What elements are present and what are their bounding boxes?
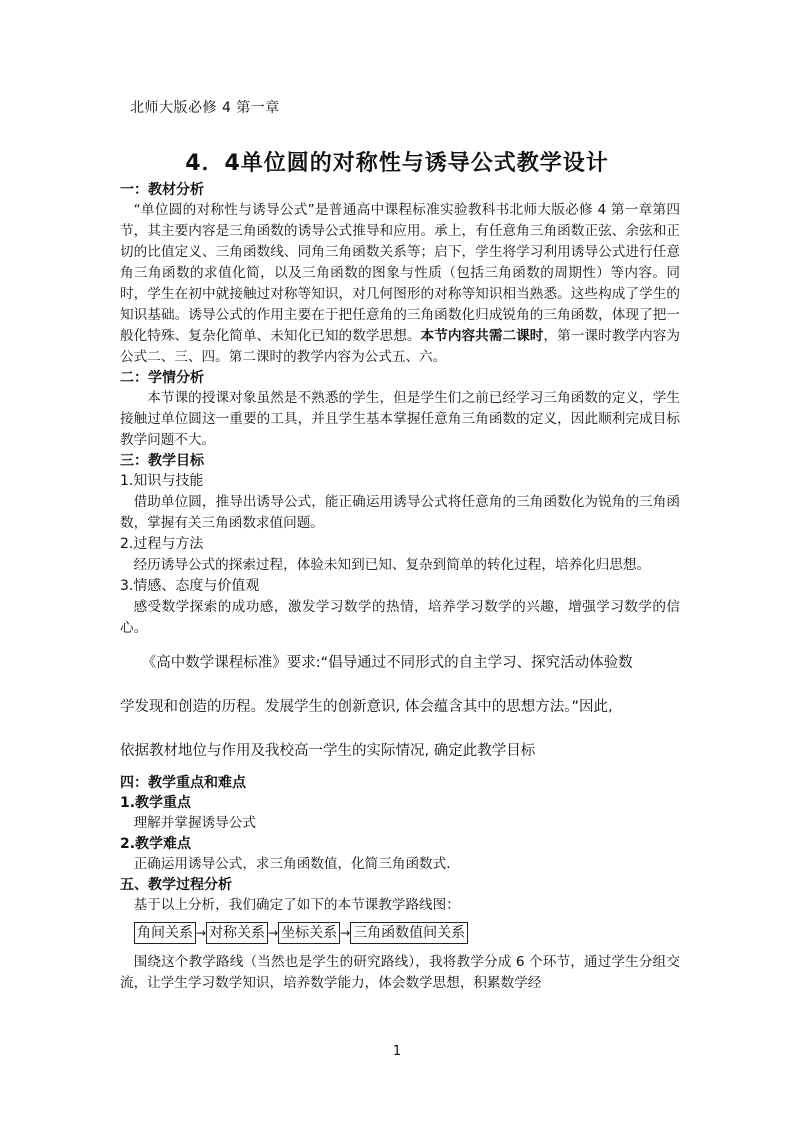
document-body bbox=[120, 180, 680, 994]
roadmap-step-4: 三角函数值间关系 bbox=[350, 922, 468, 944]
section-5-paragraph-2: 围绕这个教学路线（当然也是学生的研究路线），我将教学分成 6 个环节，通过学生分组交流，让学生学习数学知识，培养数学能力，体会数学思想，积累数学经 bbox=[120, 954, 680, 991]
curriculum-quote-line-2: 学发现和创造的历程。发展学生的创新意识, 体会蕴含其中的思想方法。”因此, bbox=[120, 699, 613, 715]
document-title: 4．4单位圆的对称性与诱导公式教学设计 bbox=[185, 151, 609, 176]
roadmap-step-2: 对称关系 bbox=[206, 922, 268, 944]
section-3-heading: 三：教学目标 bbox=[120, 453, 204, 469]
roadmap-step-1: 角间关系 bbox=[134, 922, 196, 944]
running-header: 北师大版必修 4 第一章 bbox=[130, 100, 280, 116]
curriculum-quote-line-1: 《高中数学课程标准》要求:“倡导通过不同形式的自主学习、探究活动体验数 bbox=[141, 655, 633, 671]
section-1-text: “单位圆的对称性与诱导公式”是普通高中课程标准实验教科书北师大版必修 4 第一章第四节，其主要内容是三角函数的诱导公式推导和应用。承上，有任意角三角函数正弦、余弦和正切的比值定义、三角函数线、同角三角函数关系等；启下，学生将学习利用诱导公式进行任意角三角函数的求值化简，以及三角函数的图象与性质（包括三角函数的周期性）等内容。同时，学生在初中就接触过对称等知识，对几何图形的对称等知识相当熟悉。这些构成了学生的知识基础。诱导公式的作用主要在于把任意角的三角函数化归成锐角的三角函数，体现了把一般化特殊、复杂化简单、未知化已知的数学思想。 bbox=[120, 202, 680, 344]
section-3-sub-2: 2.过程与方法 bbox=[120, 536, 204, 552]
roadmap-step-3: 坐标关系 bbox=[278, 922, 340, 944]
section-1-paragraph bbox=[120, 200, 680, 368]
section-2-paragraph: 本节课的授课对象虽然是不熟悉的学生，但是学生们之前已经学习三角函数的定义，学生接触过单位圆这一重要的工具，并且学生基本掌握任意角三角函数的定义，因此顺利完成目标教学问题不大。 bbox=[120, 390, 680, 448]
section-3-sub-1: 1.知识与技能 bbox=[120, 473, 204, 489]
section-3-paragraph-3: 感受数学探索的成功感，激发学习数学的热情，培养学习数学的兴趣，增强学习数学的信心。 bbox=[120, 599, 680, 636]
roadmap-arrow-icon: → bbox=[268, 925, 279, 940]
curriculum-quote-line-3: 依据教材地位与作用及我校高一学生的实际情况, 确定此教学目标 bbox=[120, 743, 536, 759]
roadmap-arrow-icon: → bbox=[196, 925, 207, 940]
section-1-tail: ，第一课时教学内容为公式二、三、四。第二课时的教学内容为公式五、六。 bbox=[120, 328, 681, 365]
section-5-heading: 五、教学过程分析 bbox=[120, 877, 232, 893]
section-5-paragraph-1: 基于以上分析，我们确定了如下的本节课教学路线图： bbox=[133, 897, 460, 913]
section-4-sub-1: 1.教学重点 bbox=[120, 795, 192, 811]
roadmap-arrow-icon: → bbox=[340, 925, 351, 940]
section-3-paragraph-2: 经历诱导公式的探索过程，体验未知到已知、复杂到简单的转化过程，培养化归思想。 bbox=[133, 557, 651, 573]
section-4-heading: 四：教学重点和难点 bbox=[120, 775, 246, 791]
section-3-paragraph-1: 借助单位圆，推导出诱导公式，能正确运用诱导公式将任意角的三角函数化为锐角的三角函数，掌握有关三角函数求值问题。 bbox=[120, 494, 680, 531]
section-4-paragraph-1: 理解并掌握诱导公式 bbox=[133, 815, 256, 831]
section-1-bold-text: 本节内容共需二课时 bbox=[420, 328, 544, 344]
section-3-sub-3: 3.情感、态度与价值观 bbox=[120, 578, 260, 594]
teaching-roadmap bbox=[134, 922, 680, 944]
section-1-heading: 一：教材分析 bbox=[120, 182, 204, 198]
page-number: 1 bbox=[392, 1044, 402, 1059]
section-4-sub-2: 2.教学难点 bbox=[120, 836, 192, 852]
section-2-heading: 二：学情分析 bbox=[120, 370, 204, 386]
section-4-paragraph-2: 正确运用诱导公式，求三角函数值，化简三角函数式. bbox=[133, 856, 451, 872]
